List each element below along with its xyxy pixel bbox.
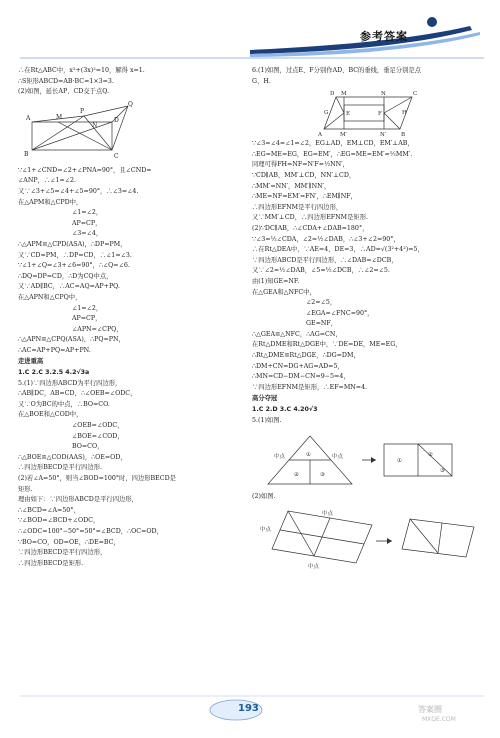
answer-line: 1.C 2.D 3.C 4.20√3 xyxy=(252,406,318,414)
text-line: ∵四边形BECD是平行四边形， xyxy=(18,549,107,557)
text-line: ∵∠BOD=∠BCD+∠ODC， xyxy=(18,517,100,525)
text-line: ∴四边形EFNM是平行四边形， xyxy=(252,203,343,211)
text-line: 5.(1)如图. xyxy=(252,416,282,424)
fig-label: Q xyxy=(128,100,133,108)
system-line: ∠2=∠5， xyxy=(306,299,337,307)
text-line: 在△APM和△CPD中， xyxy=(18,198,83,206)
text-line: ∴AC=AP+PQ=AP+PN. xyxy=(18,346,91,354)
text-line: ∴DM+CN=DG+AG=AD=5， xyxy=(252,362,344,370)
text-line: ∴△APM≌△CPD(ASA)，∴DP=PM， xyxy=(18,240,127,248)
text-line: ∴△BOE≌△COD(AAS)，∴OE=OD， xyxy=(18,453,127,461)
text-line: 又∵∠3+∠5=∠4+∠5=90°，∴∠3=∠4. xyxy=(18,187,139,195)
text-line: 又∵∠2=½∠DAB，∠5=½∠DCB，∴∠2=∠5. xyxy=(252,267,390,275)
text-line: G、H. xyxy=(252,77,271,85)
text-line: 矩形. xyxy=(18,485,33,493)
text-line: ∠ANP，∴∠1=∠2. xyxy=(18,177,77,185)
text-line: ∴EG=ME=EG，EG=EM′，∴EG=ME=EM′=½MM′. xyxy=(252,150,413,158)
fig-label: D xyxy=(114,116,119,124)
text-line: ∵∠3=∠4=∠1=∠2，EG⊥AD，EM⊥CD，EM′⊥AB， xyxy=(252,140,414,148)
text-line: ∴S矩形ABCD=AB·BC=1×3=3. xyxy=(18,77,114,85)
fig-label: C xyxy=(114,152,119,160)
system-line: ∠1=∠2， xyxy=(72,209,103,217)
figure-rectangle-abcd xyxy=(18,100,138,164)
header-banner xyxy=(0,0,500,62)
fig-label: N′ xyxy=(380,132,387,138)
fig-label: 中点 xyxy=(308,563,320,569)
fig-label: C xyxy=(413,91,418,98)
system-line: ∠OEB=∠ODC， xyxy=(72,422,124,430)
text-line: ∴在Rt△ABC中，x²+(3x)²=10，解得 x=1. xyxy=(18,67,145,74)
fig-label: M xyxy=(341,91,347,98)
text-line: 在Rt△DME和Rt△DGE中，∵DE=DE，ME=EG， xyxy=(252,341,402,349)
system-line: ∠BOE=∠COD， xyxy=(72,432,124,440)
text-line: ∴AB∥DC，AB=CD，∴∠OEB=∠ODC， xyxy=(18,390,137,398)
text-line: ∵∠3=½∠CDA，∠2=½∠DAB，∴∠3+∠2=90°， xyxy=(252,235,400,243)
text-line: 又∵CD=PM，∴DP=CD，∴∠1=∠3. xyxy=(18,251,132,259)
watermark-logo: 答案圈 xyxy=(418,705,442,714)
text-line: ∴Rt△DME≌Rt△DGE，∴DG=DM， xyxy=(252,352,360,360)
text-line: 在△APN和△CPQ中， xyxy=(18,293,82,301)
fig-label: E xyxy=(346,111,351,118)
system-line: ∠3=∠4， xyxy=(72,230,103,238)
fig-label: 中点 xyxy=(274,454,286,461)
fig-label: M xyxy=(56,113,63,121)
fig-label: N xyxy=(381,91,386,98)
text-line: 5.(1)∵四边形ABCD为平行四边形， xyxy=(18,379,122,387)
text-line: 又∵MM′⊥CD，∴四边形EFNM是矩形. xyxy=(252,214,369,222)
text-line: ∵BO=CO，OD=OE，∴DE=BC， xyxy=(18,538,120,546)
text-line: 又∵AD∥BC，∴AC=AQ=AP+PQ. xyxy=(18,283,121,291)
text-line: (2)如图. xyxy=(252,493,276,501)
text-line: 同理可得FH=NF=N′F=½NN′， xyxy=(252,161,349,169)
fig-label: G xyxy=(324,110,329,117)
text-line: 由(1)知GE=NF. xyxy=(252,277,300,285)
figure-parallelogram-fold xyxy=(252,505,484,569)
system-line: ∠1=∠2， xyxy=(72,304,103,312)
text-line: ∵CD∥AB，MM′⊥CD，NN′⊥CD， xyxy=(252,171,356,179)
header-title: 参考答案 xyxy=(360,30,408,43)
fig-label: N xyxy=(92,121,98,129)
header-swoosh xyxy=(0,0,500,62)
fig-label: ① xyxy=(306,452,311,459)
text-line: ∴MN=CD−DM−CN=9−5=4， xyxy=(252,373,350,381)
system-line: AP=CP， xyxy=(72,219,102,227)
system-line: ∠EGA=∠FNC=90°， xyxy=(306,309,374,317)
fig-label: 中点 xyxy=(332,454,344,461)
arrow-right-icon xyxy=(387,538,392,544)
text-line: 理由如下：∵四边形ABCD是平行四边形， xyxy=(18,496,138,504)
text-line: 又∵O为BC的中点，∴BO=CO. xyxy=(18,400,110,408)
text-line: (2)若∠A=50°，则当∠BOD=100°时，四边形BECD是 xyxy=(18,475,176,482)
system-line: AP=CP， xyxy=(72,315,102,323)
fig-label: ② xyxy=(428,452,433,459)
fig-label: ① xyxy=(397,458,402,465)
fig-label: D xyxy=(330,91,335,98)
text-line: ∴在Rt△DEA中，∵AE=4，DE=3，∴AD=√(3²+4²)=5， xyxy=(252,246,424,254)
watermark-url: MXQE.COM xyxy=(422,716,456,723)
text-line: ∴∠ODC=100°−50°=50°=∠BCD，∴OC=OD， xyxy=(18,527,163,535)
text-line: ∵四边形EFNM是矩形，∴EF=MN=4. xyxy=(252,383,368,391)
text-line: ∴四边形BECD是平行四边形. xyxy=(18,464,103,472)
text-line: ∵四边形ABCD是平行四边形，∴∠DAB=∠DCB， xyxy=(252,256,398,264)
right-column xyxy=(252,66,484,571)
figure-parallelogram xyxy=(252,89,484,137)
system-line: GE=NF， xyxy=(306,320,338,328)
text-line: (2)∵DC∥AB，∴∠CDA+∠DAB=180°， xyxy=(252,224,369,232)
fig-label: P xyxy=(80,107,85,115)
text-line: ∴DQ=DP=CD，∴D为CQ中点， xyxy=(18,272,113,280)
fig-label: ③ xyxy=(440,468,445,475)
text-line: ∴△GEA≌△NFC，∴AG=CN， xyxy=(252,330,342,338)
fig-label: ③ xyxy=(320,472,325,479)
fig-label: 中点 xyxy=(260,526,272,533)
fig-label: B xyxy=(24,150,29,158)
text-line: (2)如图，延长AP、CD交于点Q. xyxy=(18,88,110,96)
text-line: ∴MM′=NN′，MM′∥NN′， xyxy=(252,182,331,190)
answer-line: 1.C 2.C 3.2.5 4.2√3a xyxy=(18,369,90,377)
fig-label: A xyxy=(26,114,31,122)
text-line: 6.(1)如图，过点E、F分别作AD、BC的垂线，垂足分别是点 xyxy=(252,67,421,74)
fig-label: M′ xyxy=(340,132,347,138)
section-heading: 高分夺冠 xyxy=(252,395,278,403)
text-line: ∵∠1+∠CND=∠2+∠PNA=90°，且∠CND= xyxy=(18,166,152,174)
text-line: ∴四边形BECD是矩形. xyxy=(18,559,84,567)
fig-label: F xyxy=(378,111,382,118)
system-line: ∠APN=∠CPQ， xyxy=(72,325,123,333)
text-line: ∵∠1+∠Q=∠3+∠6=90°，∴∠Q=∠6. xyxy=(18,262,130,270)
section-heading: 走进重高 xyxy=(18,358,44,366)
text-line: ∴∠BCD=∠A=50°， xyxy=(18,506,80,514)
text-line: 在△BOE和△COD中， xyxy=(18,411,83,419)
text-line: ∴△APN≌△CPQ(ASA)，∴PQ=PN， xyxy=(18,336,125,344)
fig-label: H xyxy=(402,110,407,117)
page-number: 193 xyxy=(238,703,259,714)
fig-label: A xyxy=(318,132,322,138)
arrow-right-icon xyxy=(371,457,376,463)
figure-triangle-fold xyxy=(252,428,484,490)
fig-label: B xyxy=(401,132,406,138)
text-line: ∴ME=NF=EM′=FN′，∴EM∥NF， xyxy=(252,193,357,201)
left-column xyxy=(18,66,236,569)
fig-label: 中点 xyxy=(322,510,334,517)
fig-label: ② xyxy=(294,472,299,479)
system-line: BO=CO， xyxy=(72,443,104,451)
text-line: 在△GEA和△NFC中， xyxy=(252,288,316,296)
